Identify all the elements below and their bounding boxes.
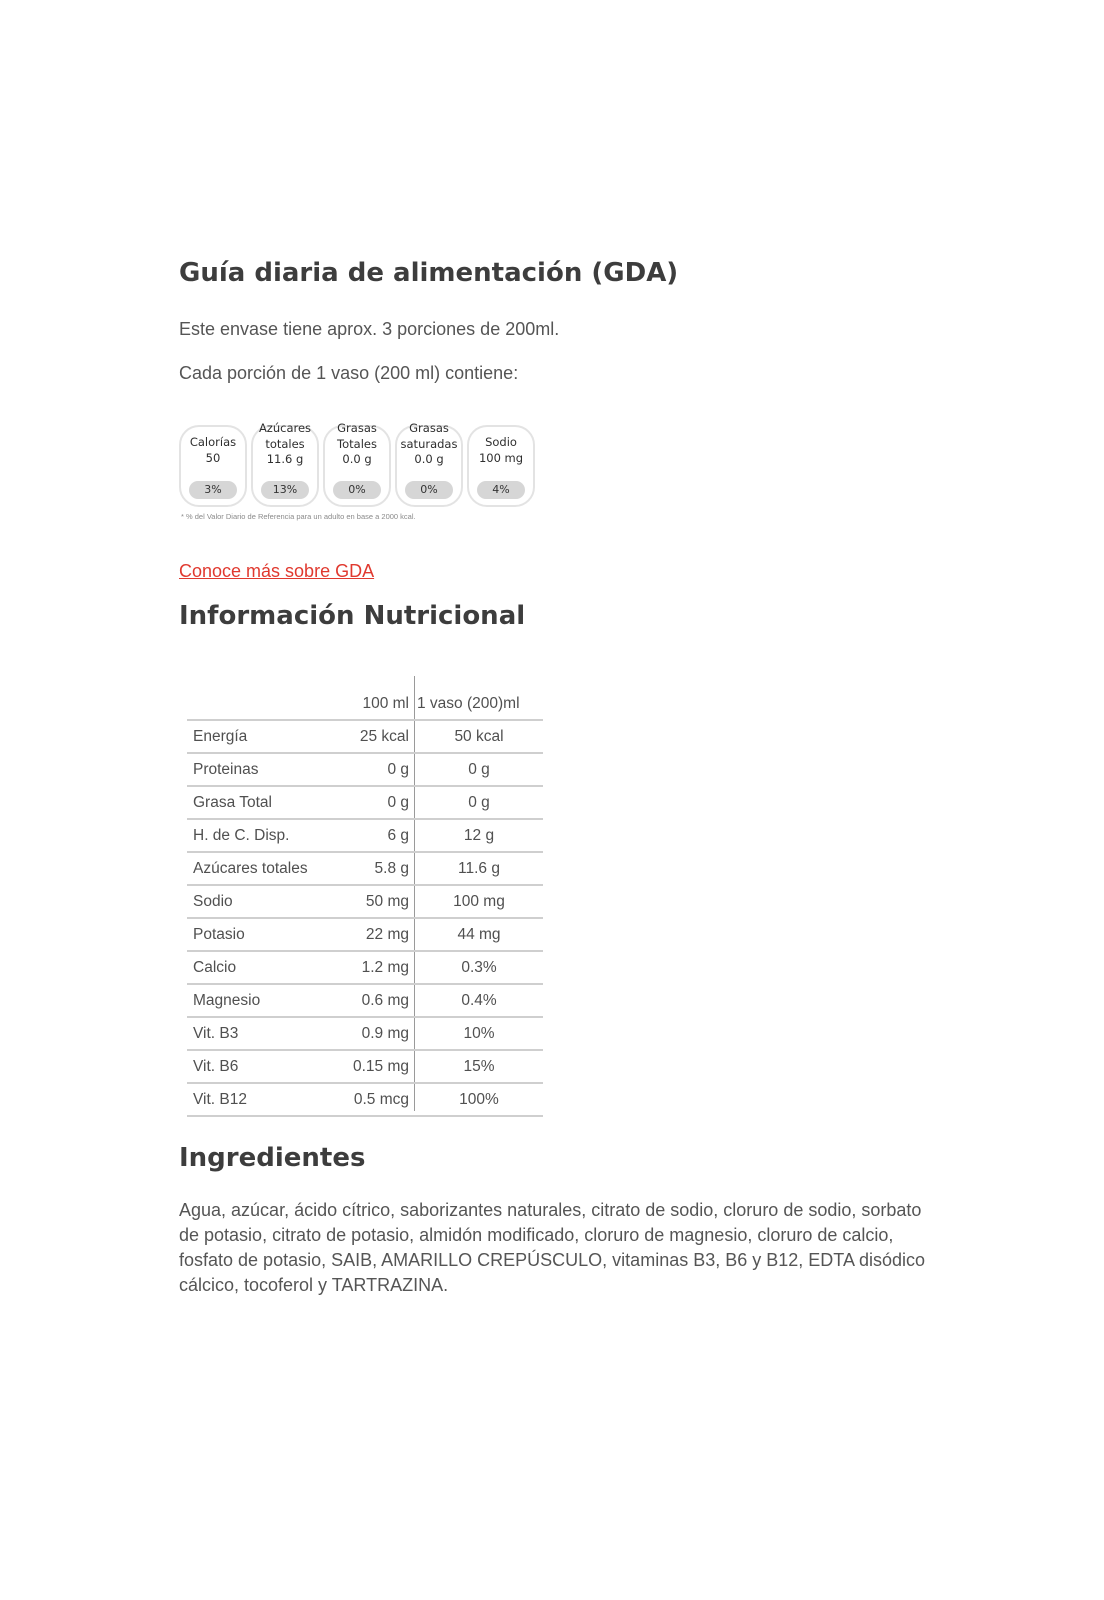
nutrition-title: Información Nutricional bbox=[179, 601, 526, 631]
table-cell: 0.4% bbox=[461, 992, 497, 1009]
table-cell: 44 mg bbox=[457, 926, 501, 943]
table-cell: 0.6 mg bbox=[361, 992, 409, 1009]
nutrition-table bbox=[187, 688, 543, 1117]
table-cell: 0 g bbox=[468, 794, 490, 811]
table-cell: Calcio bbox=[193, 959, 237, 976]
table-row bbox=[187, 952, 543, 985]
gda-badge-label: Grasas bbox=[337, 421, 377, 435]
gda-badge-percent: 0% bbox=[405, 481, 453, 499]
portion-text: Cada porción de 1 vaso (200 ml) contiene: bbox=[179, 363, 519, 383]
gda-badge-saturated-fat bbox=[395, 421, 463, 507]
table-cell: 100% bbox=[459, 1091, 499, 1108]
gda-badge-percent: 4% bbox=[477, 481, 525, 499]
table-cell: 0 g bbox=[387, 794, 409, 811]
table-cell: Sodio bbox=[193, 893, 233, 910]
table-row bbox=[187, 1018, 543, 1051]
table-cell: 22 mg bbox=[365, 926, 409, 943]
gda-badge-label: Totales bbox=[337, 436, 377, 451]
servings-text: Este envase tiene aprox. 3 porciones de 200ml. bbox=[179, 319, 560, 339]
table-cell: 15% bbox=[463, 1058, 495, 1075]
table-cell: 50 mg bbox=[365, 893, 409, 910]
table-cell: 0.15 mg bbox=[352, 1058, 409, 1075]
table-cell: 10% bbox=[463, 1025, 495, 1042]
table-row bbox=[187, 754, 543, 787]
table-cell: 0.5 mcg bbox=[353, 1091, 409, 1108]
table-cell: 0.3% bbox=[461, 959, 497, 976]
table-cell: Grasa Total bbox=[193, 794, 272, 811]
table-cell: 11.6 g bbox=[458, 860, 500, 877]
table-cell: Vit. B6 bbox=[193, 1058, 239, 1075]
table-cell: Vit. B12 bbox=[193, 1091, 248, 1108]
gda-badge-value: 50 bbox=[205, 450, 221, 465]
gda-footnote: * % del Valor Diario de Referencia para un adulto en base a 2000 kcal. bbox=[181, 512, 416, 521]
table-cell: 0.9 mg bbox=[361, 1025, 409, 1042]
gda-badge-percent: 13% bbox=[261, 481, 309, 499]
table-row bbox=[187, 721, 543, 754]
gda-more-link[interactable]: Conoce más sobre GDA bbox=[179, 561, 375, 581]
gda-badge-label: Grasas bbox=[409, 421, 449, 435]
table-row bbox=[187, 919, 543, 952]
table-cell: 6 g bbox=[387, 827, 409, 844]
gda-badges bbox=[179, 421, 549, 509]
gda-badge-calories bbox=[179, 425, 247, 507]
table-row bbox=[187, 787, 543, 820]
ingredients-title: Ingredientes bbox=[179, 1143, 366, 1173]
table-cell: 12 g bbox=[463, 827, 495, 844]
table-header bbox=[187, 688, 543, 721]
table-cell: Potasio bbox=[193, 926, 245, 943]
gda-badge-label: saturadas bbox=[400, 436, 458, 451]
gda-badge-value: 100 mg bbox=[478, 450, 524, 465]
table-header-cell: 1 vaso (200)ml bbox=[417, 695, 520, 712]
table-row bbox=[187, 1051, 543, 1084]
gda-badge-sodium bbox=[467, 425, 535, 507]
table-row bbox=[187, 886, 543, 919]
table-cell: 1.2 mg bbox=[361, 959, 409, 976]
gda-badge-label: Calorías bbox=[189, 435, 237, 449]
gda-badge-value: 0.0 g bbox=[414, 452, 444, 466]
table-cell: Proteinas bbox=[193, 761, 259, 778]
gda-badge-label: Sodio bbox=[485, 435, 517, 449]
gda-badge-value: 0.0 g bbox=[342, 452, 372, 466]
table-cell: 100 mg bbox=[453, 893, 505, 910]
table-cell: Magnesio bbox=[193, 992, 261, 1009]
gda-badge-sugars bbox=[251, 421, 319, 507]
table-cell: 50 kcal bbox=[454, 728, 504, 745]
gda-badge-total-fat bbox=[323, 421, 391, 507]
gda-badge-value: 11.6 g bbox=[266, 452, 304, 466]
table-cell: 0 g bbox=[387, 761, 409, 778]
table-cell: H. de C. Disp. bbox=[193, 827, 290, 844]
table-cell: 25 kcal bbox=[359, 728, 409, 745]
table-header-cell: 100 ml bbox=[362, 695, 409, 712]
table-cell: Energía bbox=[193, 728, 248, 745]
table-row bbox=[187, 853, 543, 886]
table-cell: 0 g bbox=[468, 761, 490, 778]
table-row bbox=[187, 985, 543, 1018]
gda-badge-percent: 3% bbox=[189, 481, 237, 499]
table-cell: Vit. B3 bbox=[193, 1025, 239, 1042]
gda-title: Guía diaria de alimentación (GDA) bbox=[179, 258, 679, 288]
table-row bbox=[187, 820, 543, 853]
table-row bbox=[187, 1084, 543, 1117]
table-cell: Azúcares totales bbox=[193, 860, 308, 877]
gda-badge-label: Azúcares bbox=[258, 421, 312, 435]
gda-badge-percent: 0% bbox=[333, 481, 381, 499]
table-cell: 5.8 g bbox=[374, 860, 409, 877]
ingredients-text: Agua, azúcar, ácido cítrico, saborizantes naturales, citrato de sodio, cloruro de sodio, sorbato de potasio, citrato de potasio, almidón modificado, cloruro de magnesio, cloruro de calcio, fosfato de potasio, SAIB, AMARILLO CREPÚSCULO, vitaminas B3, B6 y B12, EDTA disódico cálcico, tocoferol y TARTRAZINA. bbox=[179, 1200, 925, 1295]
gda-badge-label: totales bbox=[265, 436, 305, 451]
